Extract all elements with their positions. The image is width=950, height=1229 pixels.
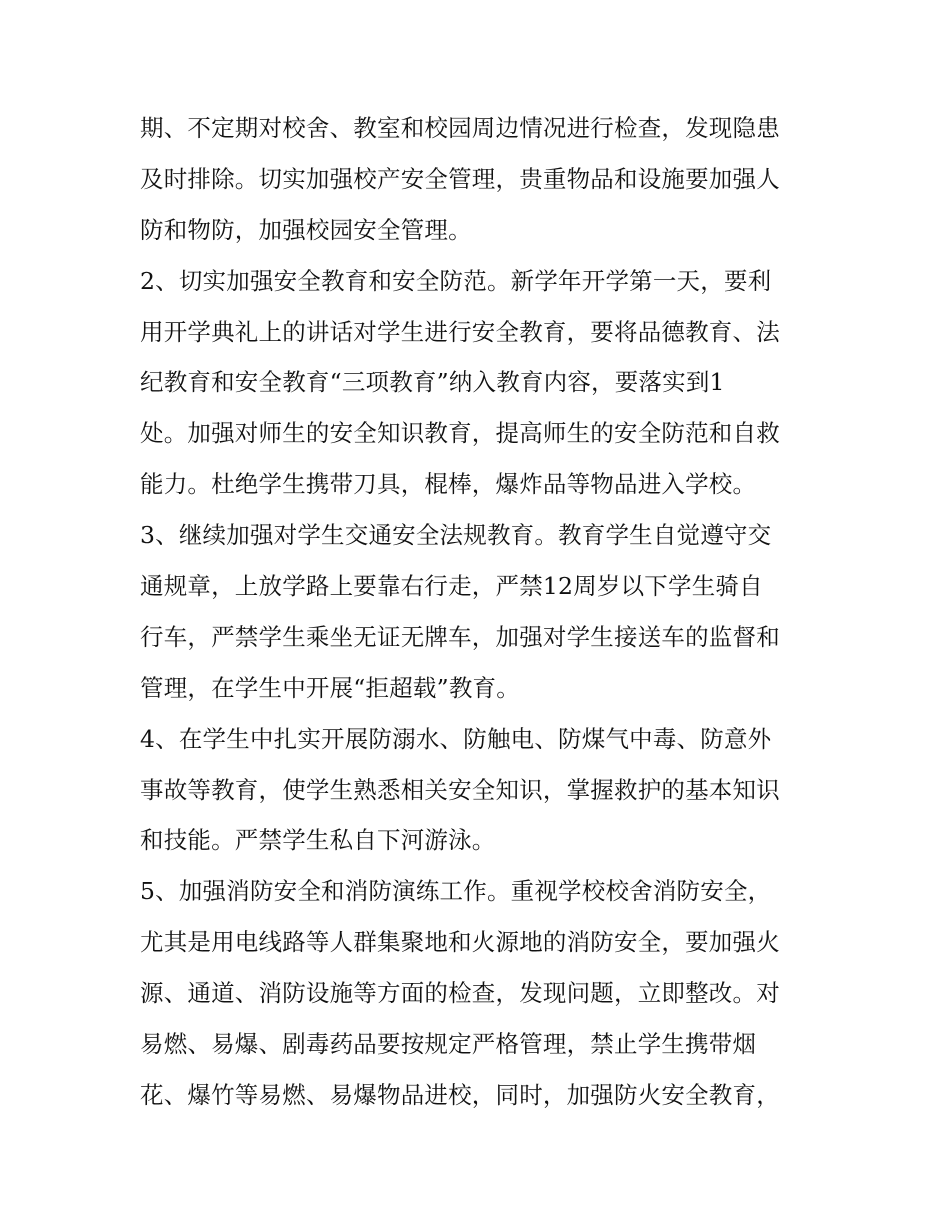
text-line: 3、继续加强对学生交通安全法规教育。教育学生自觉遵守交: [140, 521, 772, 550]
text-line: 纪教育和安全教育“三项教育”纳入教育内容，要落实到1: [140, 368, 725, 397]
text-line: 行车，严禁学生乘坐无证无牌车，加强对学生接送车的监督和: [140, 622, 780, 651]
document-body: [140, 103, 820, 1121]
text-line: 事故等教育，使学生熟悉相关安全知识，掌握救护的基本知识: [140, 775, 780, 804]
text-line: 5、加强消防安全和消防演练工作。重视学校校舍消防安全，: [140, 877, 772, 906]
text-line: 处。加强对师生的安全知识教育，提高师生的安全防范和自救: [140, 419, 780, 448]
text-line: 尤其是用电线路等人群集聚地和火源地的消防安全，要加强火: [140, 928, 780, 957]
text-line: 花、爆竹等易燃、易爆物品进校，同时，加强防火安全教育，: [140, 1080, 780, 1109]
text-line: 和技能。严禁学生私自下河游泳。: [140, 826, 496, 855]
text-line: 2、切实加强安全教育和安全防范。新学年开学第一天，要利: [140, 266, 772, 295]
text-line: 管理，在学生中开展“拒超载”教育。: [140, 673, 520, 702]
text-line: 防和物防，加强校园安全管理。: [140, 215, 472, 244]
text-line: 及时排除。切实加强校产安全管理，贵重物品和设施要加强人: [140, 164, 780, 193]
text-line: 能力。杜绝学生携带刀具，棍棒，爆炸品等物品进入学校。: [140, 470, 757, 499]
text-line: 源、通道、消防设施等方面的检查，发现问题，立即整改。对: [140, 979, 780, 1008]
text-line: 易燃、易爆、剧毒药品要按规定严格管理，禁止学生携带烟: [140, 1030, 757, 1059]
text-line: 用开学典礼上的讲话对学生进行安全教育，要将品德教育、法: [140, 317, 780, 346]
text-line: 期、不定期对校舍、教室和校园周边情况进行检查，发现隐患: [140, 114, 780, 142]
text-line: 4、在学生中扎实开展防溺水、防触电、防煤气中毒、防意外: [140, 724, 772, 753]
text-line: 通规章，上放学路上要靠右行走，严禁12周岁以下学生骑自: [140, 572, 763, 601]
